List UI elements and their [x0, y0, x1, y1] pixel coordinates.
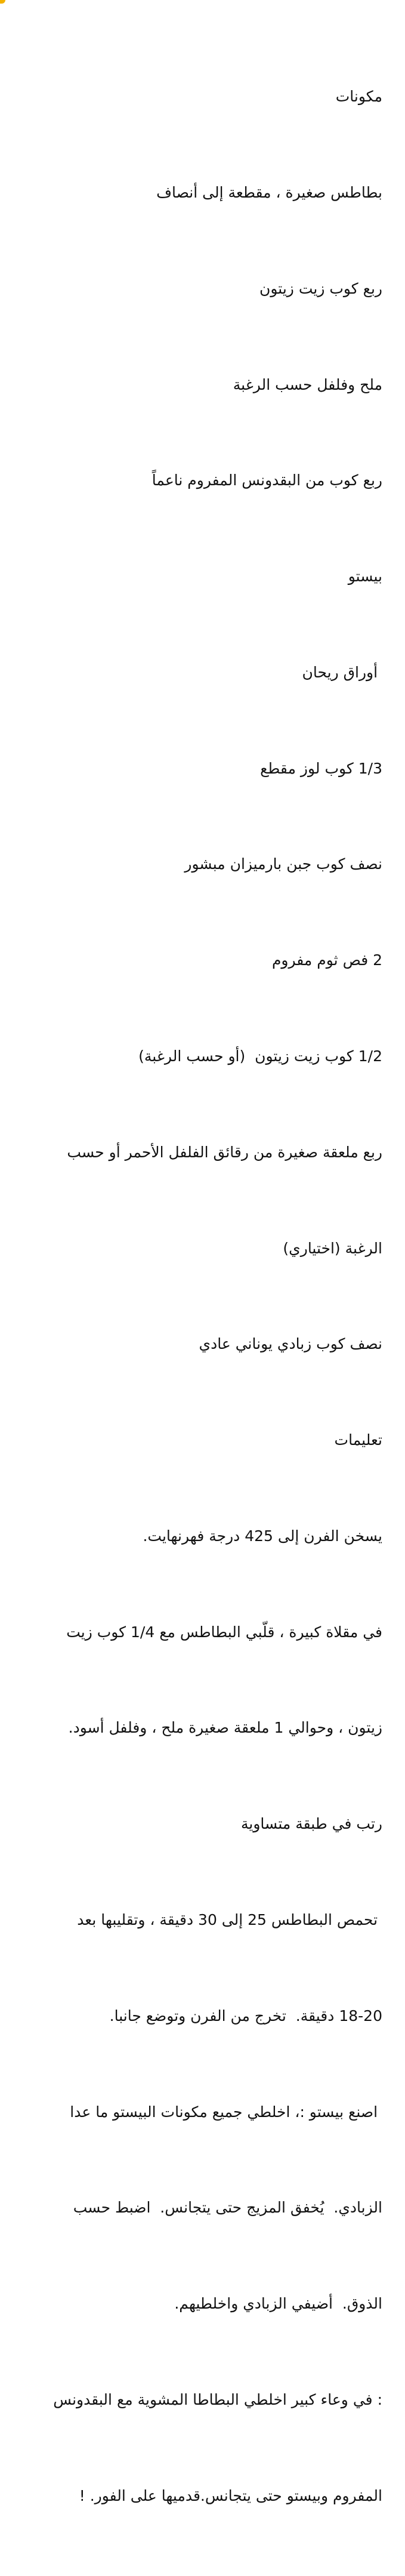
- note-line: في مقلاة كبيرة ، قلّبي البطاطس مع 1/4 كوب زيت: [66, 1623, 382, 1641]
- note-line: ربع كوب زيت زيتون: [259, 279, 382, 297]
- note-line: أوراق ريحان: [302, 663, 382, 681]
- note-line: مكونات: [335, 88, 382, 106]
- note-line: 1/2 كوب زيت زيتون (أو حسب الرغبة): [138, 1047, 382, 1065]
- note-line: 1/3 كوب لوز مقطع: [260, 759, 382, 777]
- note-line: الزبادي. يُخفق المزيج حتى يتجانس. اضبط حسب: [73, 2199, 382, 2217]
- note-line: 18-20 دقيقة. تخرج من الفرن وتوضع جانبا.: [109, 2007, 382, 2025]
- note-text-body[interactable]: [24, 17, 382, 2576]
- note-line: اصنع بيستو :، اخلطي جميع مكونات البيستو ما عدا: [70, 2103, 382, 2121]
- note-line: الذوق. أضيفي الزبادي واخلطيهم.: [174, 2295, 382, 2313]
- note-line: زيتون ، وحوالي 1 ملعقة صغيرة ملح ، وفلفل أسود.: [68, 1719, 382, 1737]
- note-line: تحمص البطاطس 25 إلى 30 دقيقة ، وتقليبها بعد: [77, 1911, 382, 1929]
- note-line: 2 فص ثوم مفروم: [271, 951, 382, 969]
- note-line: نصف كوب جبن بارميزان مبشور: [184, 855, 382, 873]
- note-line: الرغبة (اختياري): [283, 1239, 382, 1257]
- note-line: رتب في طبقة متساوية: [241, 1815, 382, 1833]
- note-line: ربع ملعقة صغيرة من رقائق الفلفل الأحمر أو حسب: [67, 1143, 382, 1161]
- note-line: ملح وفلفل حسب الرغبة: [233, 375, 382, 393]
- note-line: نصف كوب زبادي يوناني عادي: [199, 1335, 382, 1353]
- note-line: بطاطس صغيرة ، مقطعة إلى أنصاف: [156, 183, 382, 201]
- corner-marker: [0, 0, 5, 4]
- note-line: بيستو: [348, 568, 382, 586]
- note-line: ربع كوب من البقدونس المفروم ناعماً: [152, 472, 382, 489]
- note-line: يسخن الفرن إلى 425 درجة فهرنهايت.: [143, 1527, 382, 1545]
- note-line: : في وعاء كبير اخلطي البطاطا المشوية مع البقدونس: [53, 2390, 382, 2408]
- note-line: المفروم وبيستو حتى يتجانس.قدميها على الفور. !: [79, 2486, 382, 2504]
- note-line: تعليمات: [334, 1431, 382, 1449]
